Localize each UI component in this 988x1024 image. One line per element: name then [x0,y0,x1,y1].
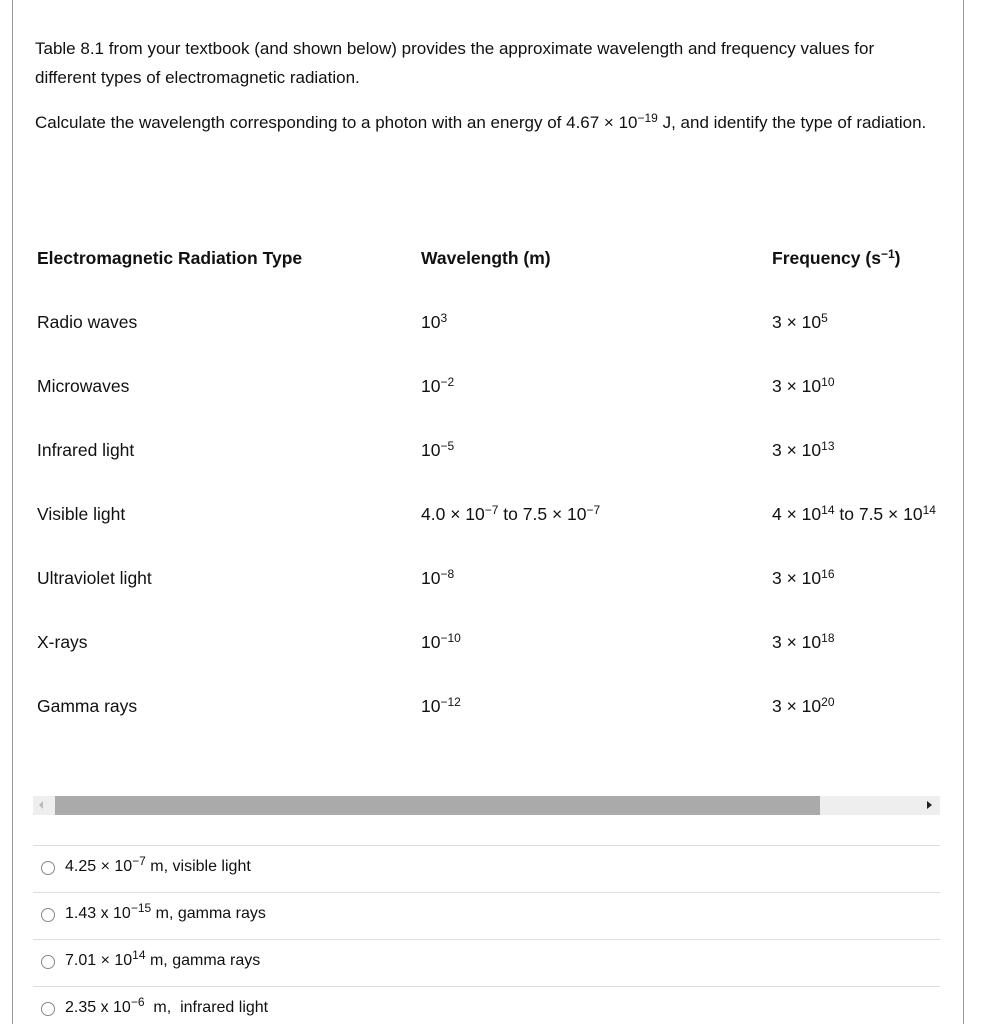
wavelength-cell: $10^{-2}$ [421,375,455,396]
answer-option[interactable] [33,939,940,986]
answer-option[interactable] [33,845,940,892]
horizontal-scrollbar[interactable] [33,796,940,815]
wavelength-cell: $10^{-8}$ [421,567,455,588]
table-row [33,376,940,406]
radiation-type: Infrared light [37,440,135,460]
table-row [33,504,940,534]
scrollbar-thumb[interactable] [55,796,820,815]
radio-button[interactable] [41,1002,55,1016]
radiation-type: Visible light [37,504,126,524]
intro-text: Table 8.1 from your textbook (and shown below) provides the approximate wavelength and frequency values for different types of electromagnetic radiation. [35,39,875,87]
frequency-cell: $3 \times 10^{18}$ [772,631,835,652]
table-row [33,312,940,342]
option-label[interactable]: $7.01 \times 10^{14}$ m, gamma rays [65,948,261,969]
radiation-type: X-rays [37,632,88,652]
frequency-cell: $3 \times 10^{20}$ [772,695,835,716]
question-text: Calculate the wavelength corresponding to a photon with an energy of $4.67 \times 10^{-19}$ J, and identify the type of radiation. [35,111,927,132]
radio-button[interactable] [41,908,55,922]
option-label[interactable]: $4.25 \times 10^{-7}$ m, visible light [65,854,251,875]
wavelength-cell: $10^{-10}$ [421,631,461,652]
radio-button[interactable] [41,861,55,875]
answer-option[interactable] [33,892,940,939]
answer-option[interactable] [33,986,940,1024]
option-label[interactable]: 2.35 x $10^{-6}$ m, infrared light [65,995,269,1016]
table-row [33,632,940,662]
frequency-cell: $3 \times 10^{13}$ [772,439,835,460]
radiation-type: Ultraviolet light [37,568,152,588]
frequency-cell: $3 \times 10^{16}$ [772,567,835,588]
frequency-cell: $3 \times 10^{10}$ [772,375,835,396]
radiation-type: Radio waves [37,312,138,332]
wavelength-cell: $10^{-12}$ [421,695,461,716]
table-row [33,696,940,726]
wavelength-cell: $10^3$ [421,311,448,332]
radiation-type: Gamma rays [37,696,138,716]
radio-button[interactable] [41,955,55,969]
scroll-left-icon[interactable] [39,801,43,809]
frequency-cell: $3 \times 10^5$ [772,311,828,332]
radiation-table [33,240,940,740]
wavelength-cell: $4.0 \times 10^{-7}$ to $7.5 \times 10^{-7}$ [421,503,601,524]
table-header: Electromagnetic Radiation Type Wavelength (m) Frequency $(s^{-1})$ [37,247,901,268]
table-row [33,440,940,470]
option-label[interactable]: 1.43 x $10^{-15}$ m, gamma rays [65,901,266,922]
frequency-cell: $4 \times 10^{14}$ to $7.5 \times 10^{14}$ [772,503,936,524]
wavelength-cell: $10^{-5}$ [421,439,455,460]
radiation-type: Microwaves [37,376,130,396]
scroll-right-icon[interactable] [927,801,932,809]
table-row [33,568,940,598]
